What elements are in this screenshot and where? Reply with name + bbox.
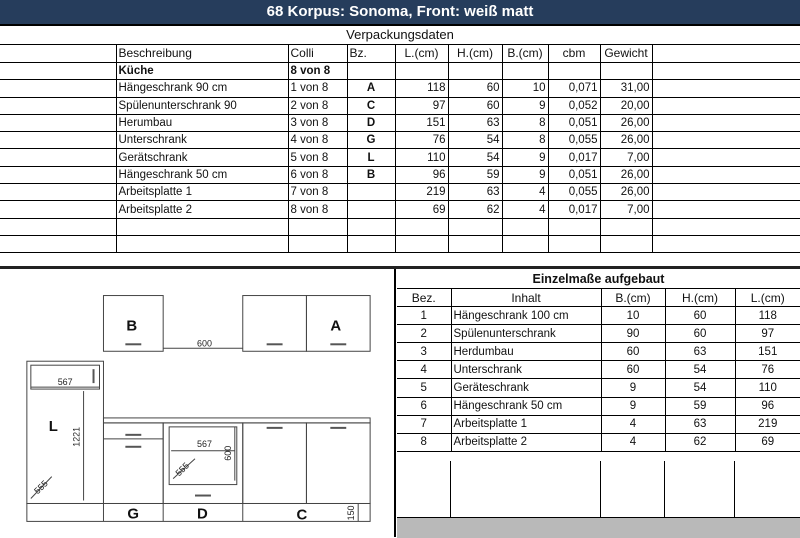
table-cell (116, 235, 288, 252)
assembled-row (397, 379, 800, 397)
inhalt-cell: Arbeitsplatte 1 (451, 415, 601, 433)
assembled-table-blank (397, 461, 800, 517)
table-cell (347, 218, 395, 235)
table-cell (395, 218, 448, 235)
inhalt-cell: Hängeschrank 100 cm (451, 307, 601, 325)
table-cell (652, 201, 800, 218)
l-cell: 97 (395, 97, 448, 114)
bez-cell: 7 (397, 415, 451, 433)
cabinet-d (163, 423, 243, 504)
l-cell: 151 (395, 114, 448, 131)
table-cell (652, 166, 800, 183)
bz-cell (347, 201, 395, 218)
assembled-row (397, 307, 800, 325)
dim-567a: 567 (57, 377, 73, 388)
packing-table (0, 44, 800, 253)
packing-row (0, 201, 800, 218)
dim-555a: 555 (32, 478, 50, 496)
gew-cell: 26,00 (600, 166, 652, 183)
table-cell (116, 218, 288, 235)
table-cell (0, 63, 116, 80)
cbm-cell: 0,051 (548, 114, 600, 131)
table-cell (548, 235, 600, 252)
colli-cell: 4 von 8 (288, 132, 347, 149)
label-d: D (197, 505, 208, 523)
column-header: Colli (288, 44, 347, 63)
table-cell (0, 218, 116, 235)
table-cell (448, 218, 502, 235)
table-cell (600, 235, 652, 252)
b-cell: 4 (502, 201, 548, 218)
dim-600v: 600 (222, 445, 233, 461)
handle-c-left (267, 427, 283, 429)
cbm-cell: 0,051 (548, 166, 600, 183)
column-header: Beschreibung (116, 44, 288, 63)
desc-cell: Spülenunterschrank 90 (116, 97, 288, 114)
assembled-header-row (397, 289, 800, 307)
colli-cell: 7 von 8 (288, 184, 347, 201)
desc-cell: Hängeschrank 50 cm (116, 166, 288, 183)
gew-cell: 26,00 (600, 184, 652, 201)
assembled-row (397, 397, 800, 415)
b-cell: 9 (502, 149, 548, 166)
h-cell: 54 (665, 361, 735, 379)
b-cell: 4 (601, 415, 665, 433)
h-cell: 63 (665, 415, 735, 433)
packing-row (0, 132, 800, 149)
bez-cell: 8 (397, 433, 451, 451)
colli-cell: 8 von 8 (288, 201, 347, 218)
gew-cell: 31,00 (600, 80, 652, 97)
b-cell: 10 (502, 80, 548, 97)
cbm-cell: 0,017 (548, 149, 600, 166)
l-cell: 110 (395, 149, 448, 166)
b-cell: 90 (601, 325, 665, 343)
packing-empty-row (0, 235, 800, 252)
h-cell: 54 (448, 132, 502, 149)
desc-cell: Hängeschrank 90 cm (116, 80, 288, 97)
l-cell: 76 (395, 132, 448, 149)
assembled-row (397, 433, 800, 451)
h-cell: 60 (665, 307, 735, 325)
l-cell: 96 (395, 166, 448, 183)
cbm-cell: 0,055 (548, 132, 600, 149)
b-cell: 9 (601, 397, 665, 415)
desc-cell: Gerätschrank (116, 149, 288, 166)
desc-cell: Herumbau (116, 114, 288, 131)
handle-g (125, 434, 141, 436)
table-cell (652, 80, 800, 97)
l-cell: 110 (735, 379, 800, 397)
packing-row (0, 80, 800, 97)
footer-bar (397, 517, 800, 538)
assembled-row (397, 325, 800, 343)
table-cell (502, 218, 548, 235)
packing-header-row (0, 44, 800, 63)
packing-row (0, 97, 800, 114)
h-cell: 63 (665, 343, 735, 361)
table-cell (288, 235, 347, 252)
table-cell (395, 235, 448, 252)
table-cell (0, 80, 116, 97)
b-cell: 4 (601, 433, 665, 451)
handle-g2 (125, 446, 141, 448)
table-cell (0, 44, 116, 63)
table-cell (288, 218, 347, 235)
h-cell: 63 (448, 184, 502, 201)
bez-cell: 3 (397, 343, 451, 361)
table-cell (347, 63, 395, 80)
assembled-row (397, 343, 800, 361)
page-title: 68 Korpus: Sonoma, Front: weiß matt (0, 0, 800, 26)
table-cell (548, 218, 600, 235)
h-cell: 60 (665, 325, 735, 343)
column-header: Bz. (347, 44, 395, 63)
table-cell (652, 184, 800, 201)
cabinet-a-left (243, 296, 307, 352)
b-cell: 9 (601, 379, 665, 397)
label-g: G (127, 505, 139, 523)
colli-cell: 2 von 8 (288, 97, 347, 114)
b-cell: 4 (502, 184, 548, 201)
table-cell (652, 132, 800, 149)
desc-cell: Arbeitsplatte 2 (116, 201, 288, 218)
column-header: H.(cm) (448, 44, 502, 63)
h-cell: 62 (665, 433, 735, 451)
colli-cell: 3 von 8 (288, 114, 347, 131)
table-cell (652, 218, 800, 235)
table-cell (0, 184, 116, 201)
table-cell (652, 63, 800, 80)
column-header: L.(cm) (395, 44, 448, 63)
b-cell: 8 (502, 132, 548, 149)
cbm-cell: 0,017 (548, 201, 600, 218)
table-cell (600, 218, 652, 235)
table-cell (502, 63, 548, 80)
l-cell: 76 (735, 361, 800, 379)
table-cell (347, 235, 395, 252)
bz-cell: G (347, 132, 395, 149)
column-header: B.(cm) (502, 44, 548, 63)
column-header: Inhalt (451, 289, 601, 307)
desc-cell: Unterschrank (116, 132, 288, 149)
group-colli: 8 von 8 (288, 63, 347, 80)
label-a: A (330, 317, 342, 335)
h-cell: 60 (448, 97, 502, 114)
handle-l (93, 369, 95, 383)
dim-567b: 567 (197, 438, 212, 449)
l-cell: 97 (735, 325, 800, 343)
packing-row (0, 149, 800, 166)
h-cell: 59 (665, 397, 735, 415)
table-cell (395, 63, 448, 80)
label-b: B (126, 317, 138, 335)
column-header: cbm (548, 44, 600, 63)
handle-a-left (267, 343, 283, 345)
column-header: Bez. (397, 289, 451, 307)
packing-group-row (0, 63, 800, 80)
group-label: Küche (116, 63, 288, 80)
label-l: L (48, 417, 58, 435)
b-cell: 8 (502, 114, 548, 131)
packing-heading: Verpackungsdaten (0, 26, 800, 45)
handle-a-right (330, 343, 346, 345)
table-cell (502, 235, 548, 252)
inhalt-cell: Hängeschrank 50 cm (451, 397, 601, 415)
handle-b (125, 343, 141, 345)
label-c: C (296, 506, 308, 524)
bez-cell: 5 (397, 379, 451, 397)
l-cell: 96 (735, 397, 800, 415)
table-cell (652, 97, 800, 114)
l-cell: 69 (395, 201, 448, 218)
colli-cell: 1 von 8 (288, 80, 347, 97)
colli-cell: 6 von 8 (288, 166, 347, 183)
handle-c-right (330, 427, 346, 429)
packing-row (0, 184, 800, 201)
b-cell: 10 (601, 307, 665, 325)
b-cell: 60 (601, 361, 665, 379)
gew-cell: 26,00 (600, 114, 652, 131)
assembled-row (397, 415, 800, 433)
assembled-row (397, 361, 800, 379)
table-cell (0, 235, 116, 252)
kitchen-sketch (0, 269, 396, 537)
l-cell: 219 (735, 415, 800, 433)
h-cell: 60 (448, 80, 502, 97)
b-cell: 9 (502, 97, 548, 114)
table-cell (0, 166, 116, 183)
h-cell: 54 (665, 379, 735, 397)
l-cell: 69 (735, 433, 800, 451)
dim-600: 600 (197, 338, 212, 349)
worktop (103, 418, 370, 423)
bz-cell: B (347, 166, 395, 183)
table-cell (652, 114, 800, 131)
table-cell (0, 132, 116, 149)
h-cell: 63 (448, 114, 502, 131)
h-cell: 62 (448, 201, 502, 218)
dim-1221: 1221 (71, 426, 82, 447)
h-cell: 54 (448, 149, 502, 166)
bz-cell (347, 184, 395, 201)
cabinet-c-right (306, 423, 370, 504)
table-cell (448, 235, 502, 252)
bez-cell: 1 (397, 307, 451, 325)
l-cell: 118 (395, 80, 448, 97)
cabinet-c-left (243, 423, 307, 504)
bz-cell: A (347, 80, 395, 97)
l-cell: 118 (735, 307, 800, 325)
l-cell: 219 (395, 184, 448, 201)
gew-cell: 7,00 (600, 149, 652, 166)
packing-row (0, 166, 800, 183)
cbm-cell: 0,055 (548, 184, 600, 201)
column-header: L.(cm) (735, 289, 800, 307)
bez-cell: 4 (397, 361, 451, 379)
table-cell (0, 149, 116, 166)
cbm-cell: 0,071 (548, 80, 600, 97)
table-cell (652, 235, 800, 252)
packing-row (0, 114, 800, 131)
desc-cell: Arbeitsplatte 1 (116, 184, 288, 201)
table-cell (0, 114, 116, 131)
table-cell (548, 63, 600, 80)
table-cell (652, 149, 800, 166)
bz-cell: C (347, 97, 395, 114)
h-cell: 59 (448, 166, 502, 183)
bez-cell: 6 (397, 397, 451, 415)
gew-cell: 7,00 (600, 201, 652, 218)
gew-cell: 20,00 (600, 97, 652, 114)
gew-cell: 26,00 (600, 132, 652, 149)
b-cell: 9 (502, 166, 548, 183)
dim-150: 150 (346, 505, 357, 521)
cbm-cell: 0,052 (548, 97, 600, 114)
assembled-heading: Einzelmaße aufgebaut (397, 270, 800, 289)
column-header: Gewicht (600, 44, 652, 63)
bz-cell: L (347, 149, 395, 166)
table-cell (448, 63, 502, 80)
handle-d (195, 495, 211, 497)
colli-cell: 5 von 8 (288, 149, 347, 166)
column-header: H.(cm) (665, 289, 735, 307)
dim-555b: 555 (173, 460, 192, 479)
bez-cell: 2 (397, 325, 451, 343)
column-header: B.(cm) (601, 289, 665, 307)
table-cell (0, 97, 116, 114)
b-cell: 60 (601, 343, 665, 361)
bz-cell: D (347, 114, 395, 131)
assembled-table (397, 289, 800, 452)
table-cell (652, 44, 800, 63)
l-cell: 151 (735, 343, 800, 361)
inhalt-cell: Herdumbau (451, 343, 601, 361)
inhalt-cell: Unterschrank (451, 361, 601, 379)
table-cell (0, 201, 116, 218)
table-cell (600, 63, 652, 80)
inhalt-cell: Arbeitsplatte 2 (451, 433, 601, 451)
packing-empty-row (0, 218, 800, 235)
inhalt-cell: Spülenunterschrank (451, 325, 601, 343)
inhalt-cell: Geräteschrank (451, 379, 601, 397)
